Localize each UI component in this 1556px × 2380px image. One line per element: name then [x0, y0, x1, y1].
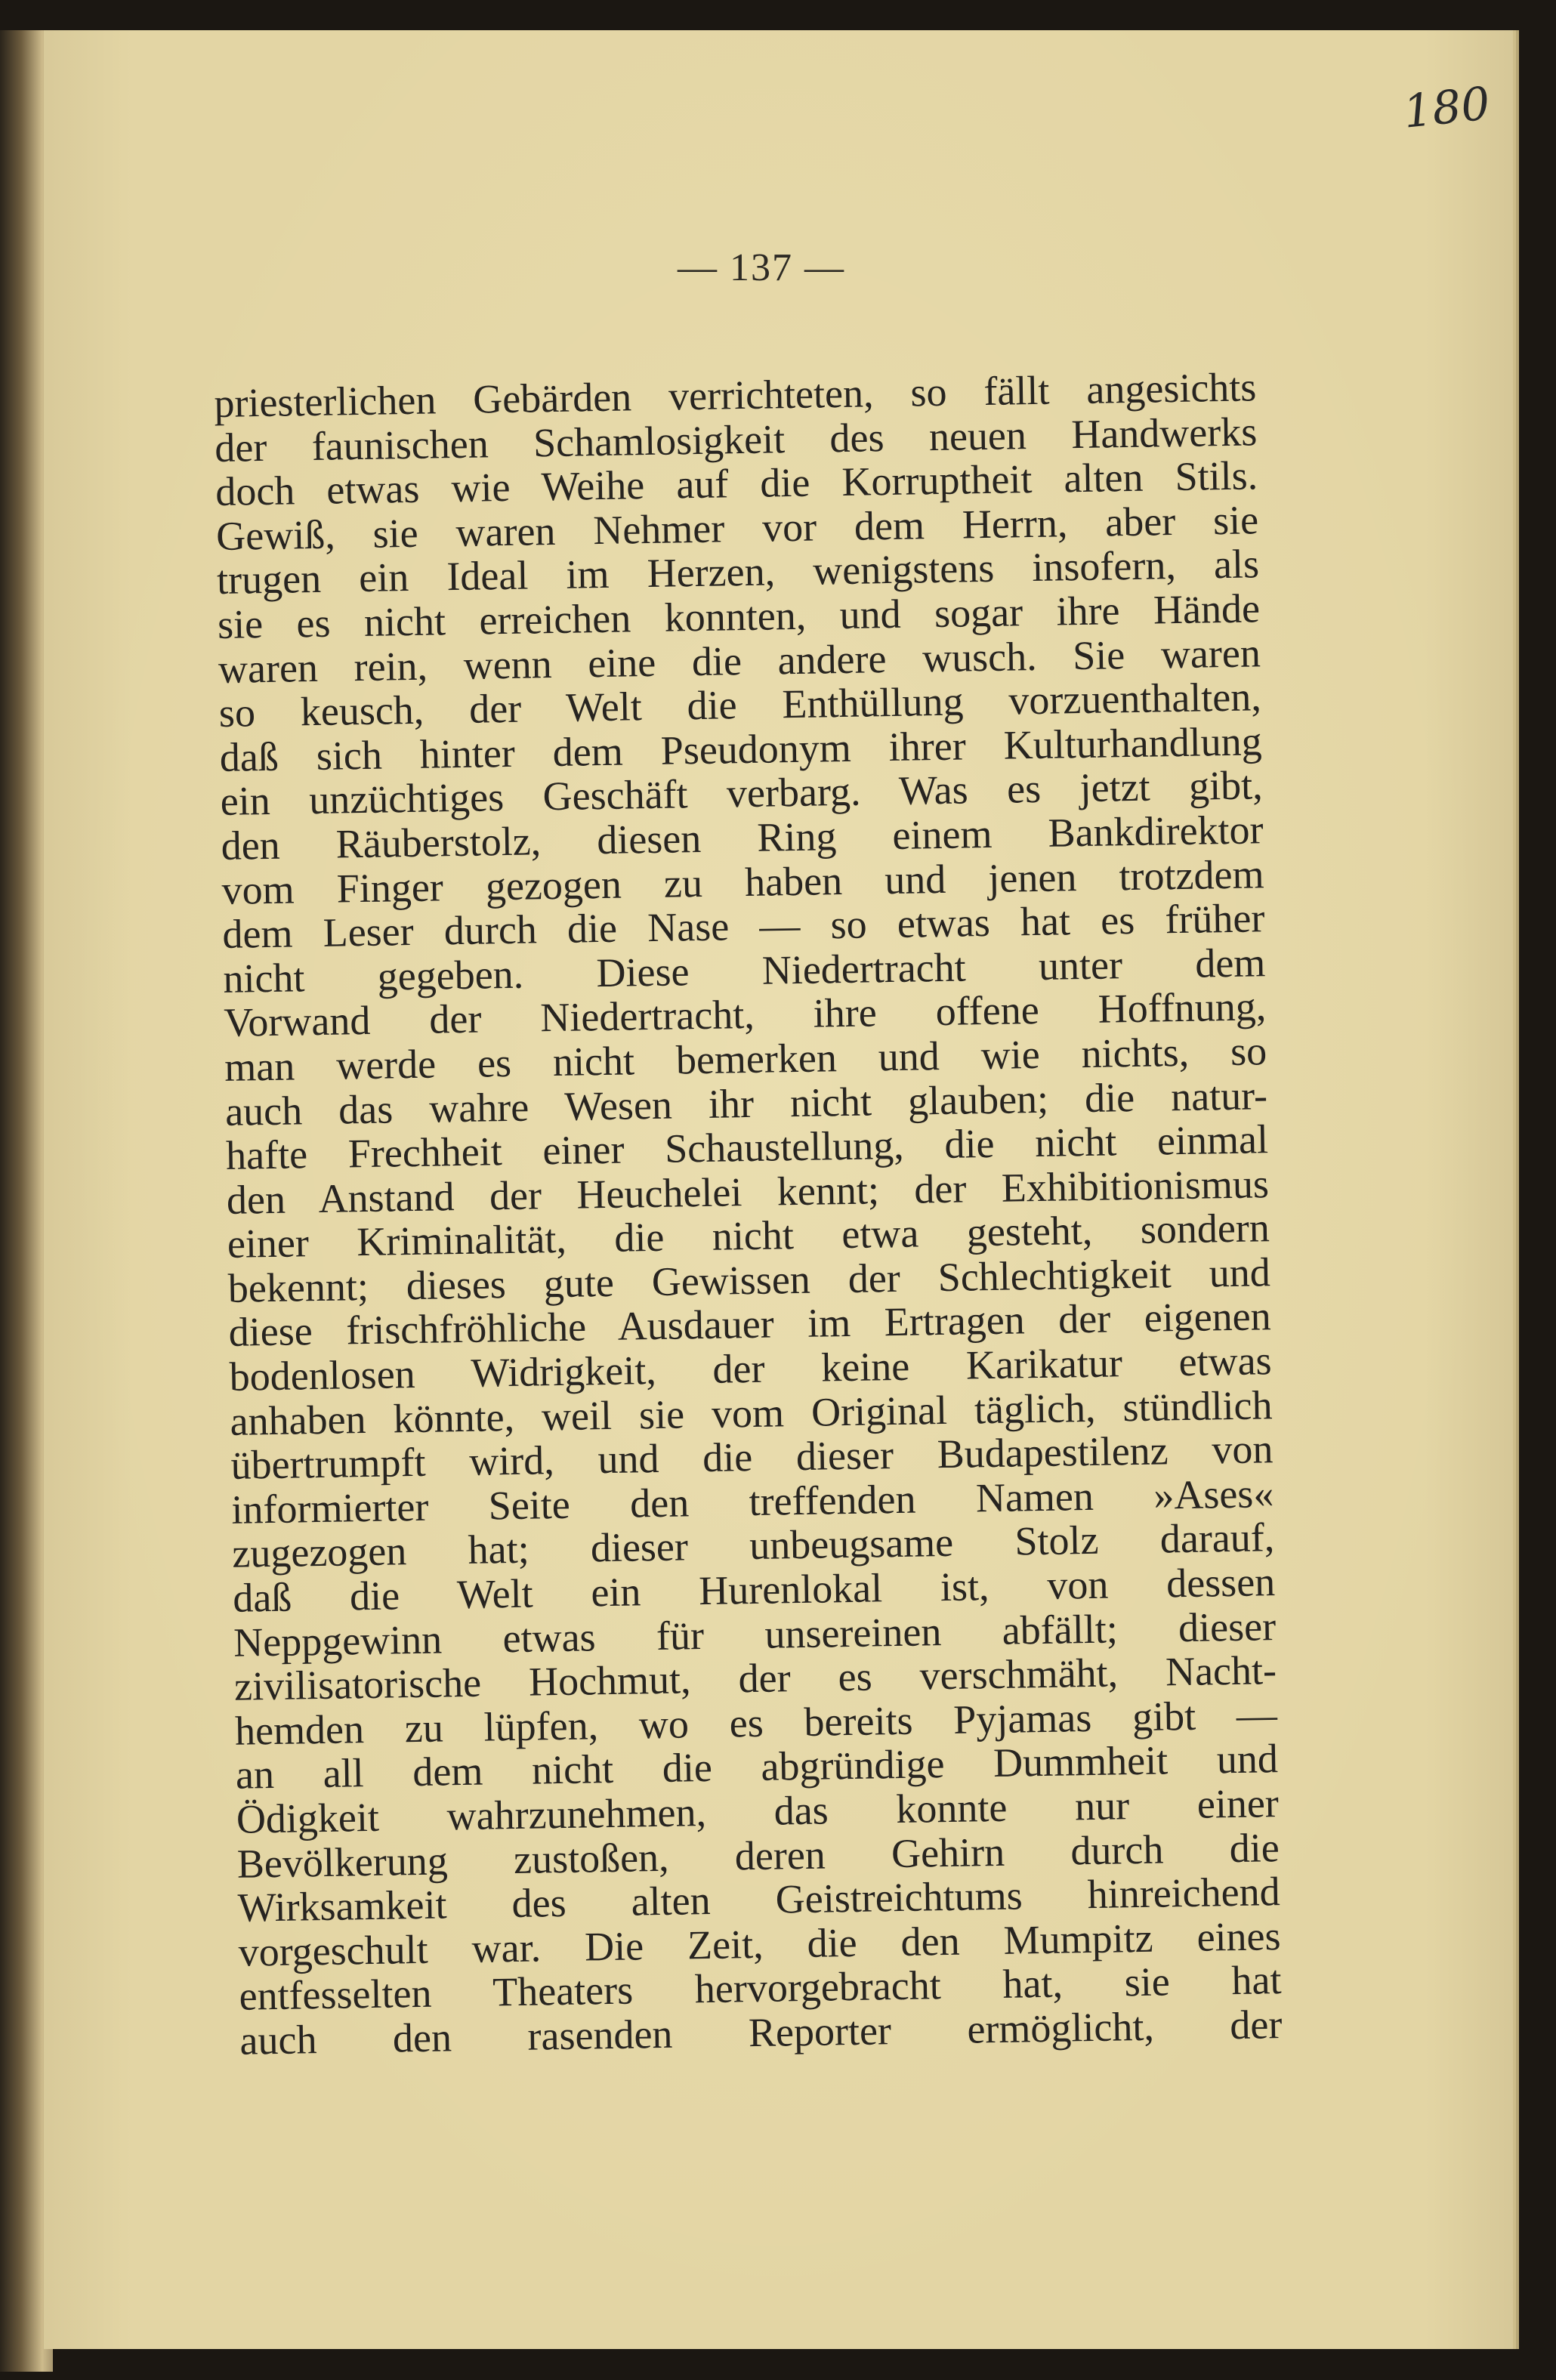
- book-page: [44, 30, 1513, 2349]
- text-line: übertrumpft wird, und die dieser Budapestilenz von: [230, 1426, 1274, 1489]
- text-line: doch etwas wie Weihe auf die Korruptheit alten Stils.: [215, 452, 1258, 515]
- handwritten-folio-number: 180: [1400, 77, 1493, 139]
- text-line: so keusch, der Welt die Enthüllung vorzuenthalten,: [218, 674, 1262, 736]
- text-line: dem Leser durch die Nase — so etwas hat es früher: [222, 895, 1265, 958]
- text-line: daß sich hinter dem Pseudonym ihrer Kulturhandlung: [219, 718, 1263, 780]
- text-line: Wirksamkeit des alten Geistreichtums hinreichend: [237, 1869, 1281, 1931]
- text-line: bodenlosen Widrigkeit, der keine Karikatur etwas: [229, 1338, 1273, 1400]
- text-line: nicht gegeben. Diese Niedertracht unter dem: [222, 939, 1266, 1002]
- text-line: entfesselten Theaters hervorgebracht hat, sie hat: [239, 1957, 1282, 2020]
- text-line: vom Finger gezogen zu haben und jenen trotzdem: [221, 850, 1264, 913]
- text-line: priesterlichen Gebärden verrichteten, so fällt angesichts: [213, 364, 1257, 426]
- text-line: vorgeschult war. Die Zeit, die den Mumpitz eines: [238, 1912, 1281, 1975]
- text-line: hafte Frechheit einer Schaustellung, die nicht einmal: [225, 1116, 1269, 1178]
- text-line: auch das wahre Wesen ihr nicht glauben; die natur-: [224, 1072, 1268, 1134]
- text-line: ein unzüchtiges Geschäft verbarg. Was es jetzt gibt,: [220, 762, 1264, 825]
- text-line: einer Kriminalität, die nicht etwa gesteht, sondern: [227, 1205, 1270, 1267]
- text-line: der faunischen Schamlosigkeit des neuen Handwerks: [214, 408, 1258, 471]
- text-line: trugen ein Ideal im Herzen, wenigstens insofern, als: [216, 541, 1260, 603]
- text-line: zivilisatorische Hochmut, der es verschmäht, Nacht-: [233, 1647, 1277, 1710]
- text-line: auch den rasenden Reporter ermöglicht, der: [239, 2002, 1283, 2064]
- text-line: Bevölkerung zustoßen, deren Gehirn durch die: [236, 1824, 1280, 1887]
- text-line: den Anstand der Heuchelei kennt; der Exhibitionismus: [226, 1160, 1270, 1223]
- text-line: Vorwand der Niedertracht, ihre offene Hoffnung,: [223, 983, 1267, 1046]
- text-line: hemden zu lüpfen, wo es bereits Pyjamas gibt —: [234, 1691, 1278, 1754]
- text-line: diese frischfröhliche Ausdauer im Ertragen der eigenen: [228, 1293, 1272, 1356]
- text-line: anhaben könnte, weil sie vom Original täglich, stündlich: [230, 1381, 1273, 1444]
- text-line: zugezogen hat; dieser unbeugsame Stolz darauf,: [231, 1514, 1275, 1577]
- text-line: Ödigkeit wahrzunehmen, das konnte nur einer: [236, 1780, 1280, 1842]
- body-text: [214, 365, 1283, 2063]
- text-line: daß die Welt ein Hurenlokal ist, von dessen: [232, 1559, 1276, 1621]
- text-line: man werde es nicht bemerken und wie nichts, so: [224, 1028, 1267, 1090]
- text-line: bekennt; dieses gute Gewissen der Schlechtigkeit und: [227, 1249, 1271, 1311]
- text-line: sie es nicht erreichen konnten, und sogar ihre Hände: [217, 585, 1261, 647]
- text-line: waren rein, wenn eine die andere wusch. Sie waren: [218, 629, 1261, 692]
- page-number: — 137 —: [678, 246, 845, 289]
- text-line: informierter Seite den treffenden Namen »Ases«: [230, 1470, 1274, 1533]
- text-line: Gewiß, sie waren Nehmer vor dem Herrn, aber sie: [215, 497, 1259, 559]
- text-line: Neppgewinn etwas für unsereinen abfällt; dieser: [233, 1603, 1277, 1665]
- text-line: an all dem nicht die abgründige Dummheit und: [235, 1736, 1279, 1798]
- text-line: den Räuberstolz, diesen Ring einem Bankdirektor: [221, 807, 1264, 869]
